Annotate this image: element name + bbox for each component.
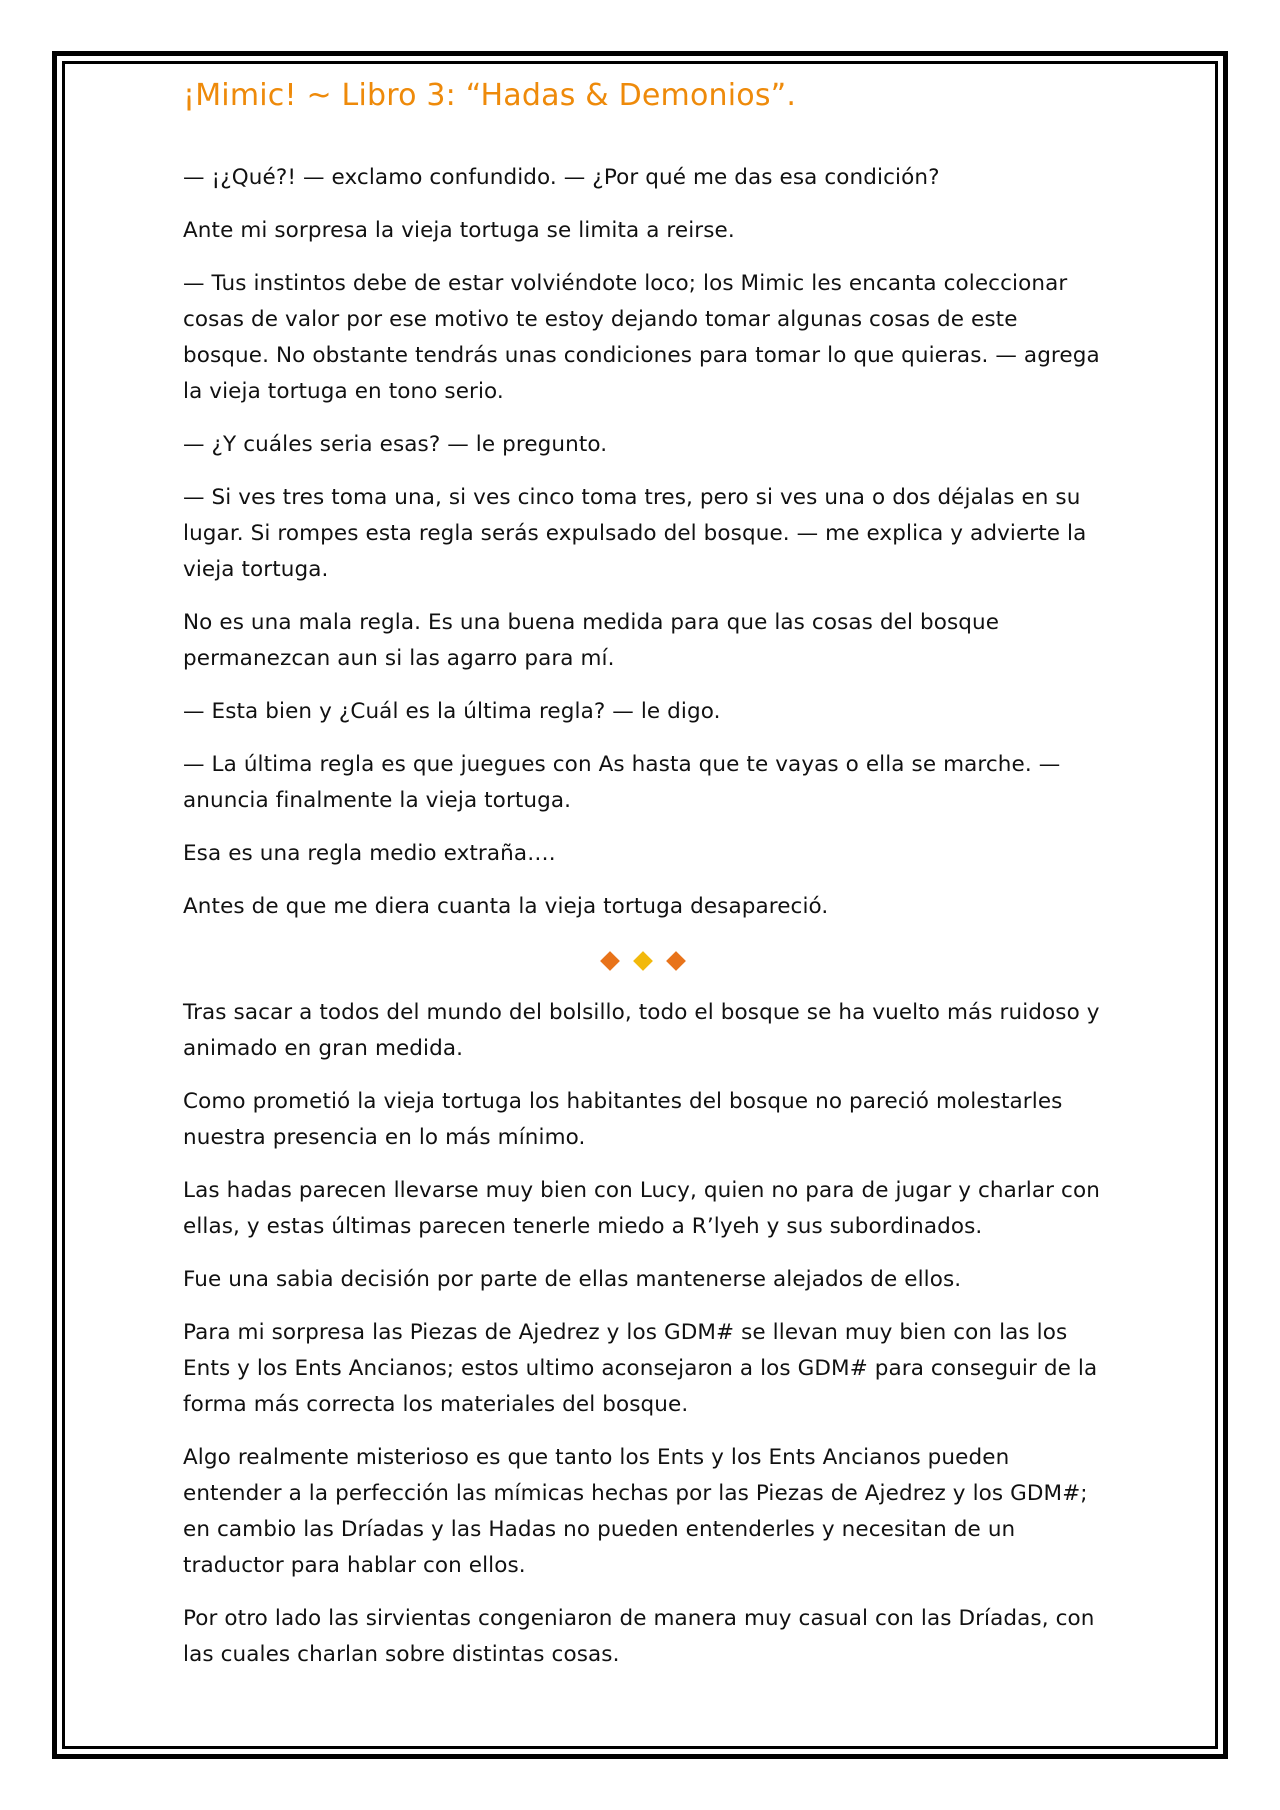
paragraph: Esa es una regla medio extraña…. [183, 841, 556, 866]
paragraph: Para mi sorpresa las Piezas de Ajedrez y los GDM# se llevan muy bien con las los Ents y los Ents Ancianos; estos ultimo aconsejaron a los GDM# para conseguir de la forma más correcta los materiales del bosque. [183, 1320, 1098, 1417]
paragraph: Las hadas parecen llevarse muy bien con Lucy, quien no para de jugar y charlar con ellas, y estas últimas parecen tenerle miedo a R’lyeh y sus subordinados. [183, 1178, 1100, 1239]
diamond-icon [600, 951, 620, 971]
paragraph: — Esta bien y ¿Cuál es la última regla? — le digo. [183, 699, 721, 724]
paragraph: Ante mi sorpresa la vieja tortuga se limita a reirse. [183, 218, 735, 243]
paragraph: Algo realmente misterioso es que tanto los Ents y los Ents Ancianos pueden entender a la perfección las mímicas hechas por las Piezas de Ajedrez y los GDM#; en cambio las Dríadas y las Hadas no pueden entenderles y necesitan de un traductor para hablar con ellos. [183, 1445, 1088, 1578]
paragraph: Tras sacar a todos del mundo del bolsillo, todo el bosque se ha vuelto más ruidoso y animado en gran medida. [183, 1000, 1100, 1061]
paragraph: — ¡¿Qué?! — exclamo confundido. — ¿Por qué me das esa condición? [183, 165, 940, 190]
paragraph: No es una mala regla. Es una buena medida para que las cosas del bosque permanezcan aun si las agarro para mí. [183, 610, 1000, 671]
diamond-icon [666, 951, 686, 971]
paragraph: Como prometió la vieja tortuga los habitantes del bosque no pareció molestarles nuestra presencia en lo más mínimo. [183, 1089, 1063, 1150]
diamond-icon [633, 951, 653, 971]
paragraph: Por otro lado las sirvientas congeniaron de manera muy casual con las Dríadas, con las cuales charlan sobre distintas cosas. [183, 1606, 1095, 1667]
scene-break-separator [183, 942, 1103, 978]
paragraph: — Si ves tres toma una, si ves cinco toma tres, pero si ves una o dos déjalas en su lugar. Si rompes esta regla serás expulsado del bosque. — me explica y advierte la vieja tortuga. [183, 485, 1087, 582]
text-section-before-break [183, 160, 1103, 925]
page-title: ¡Mimic! ~ Libro 3: “Hadas & Demonios”. [183, 78, 797, 113]
paragraph: Antes de que me diera cuanta la vieja tortuga desapareció. [183, 894, 829, 919]
text-section-after-break [183, 995, 1103, 1673]
paragraph: — Tus instintos debe de estar volviéndote loco; los Mimic les encanta coleccionar cosas de valor por ese motivo te estoy dejando tomar algunas cosas de este bosque. No obstante tendrás unas condiciones para tomar lo que quieras. — agrega la vieja tortuga en tono serio. [183, 271, 1100, 404]
paragraph: — ¿Y cuáles seria esas? — le pregunto. [183, 432, 608, 457]
page-content [183, 72, 1103, 1690]
paragraph: — La última regla es que juegues con As hasta que te vayas o ella se marche. — anuncia finalmente la vieja tortuga. [183, 752, 1061, 813]
paragraph: Fue una sabia decisión por parte de ellas mantenerse alejados de ellos. [183, 1267, 962, 1292]
